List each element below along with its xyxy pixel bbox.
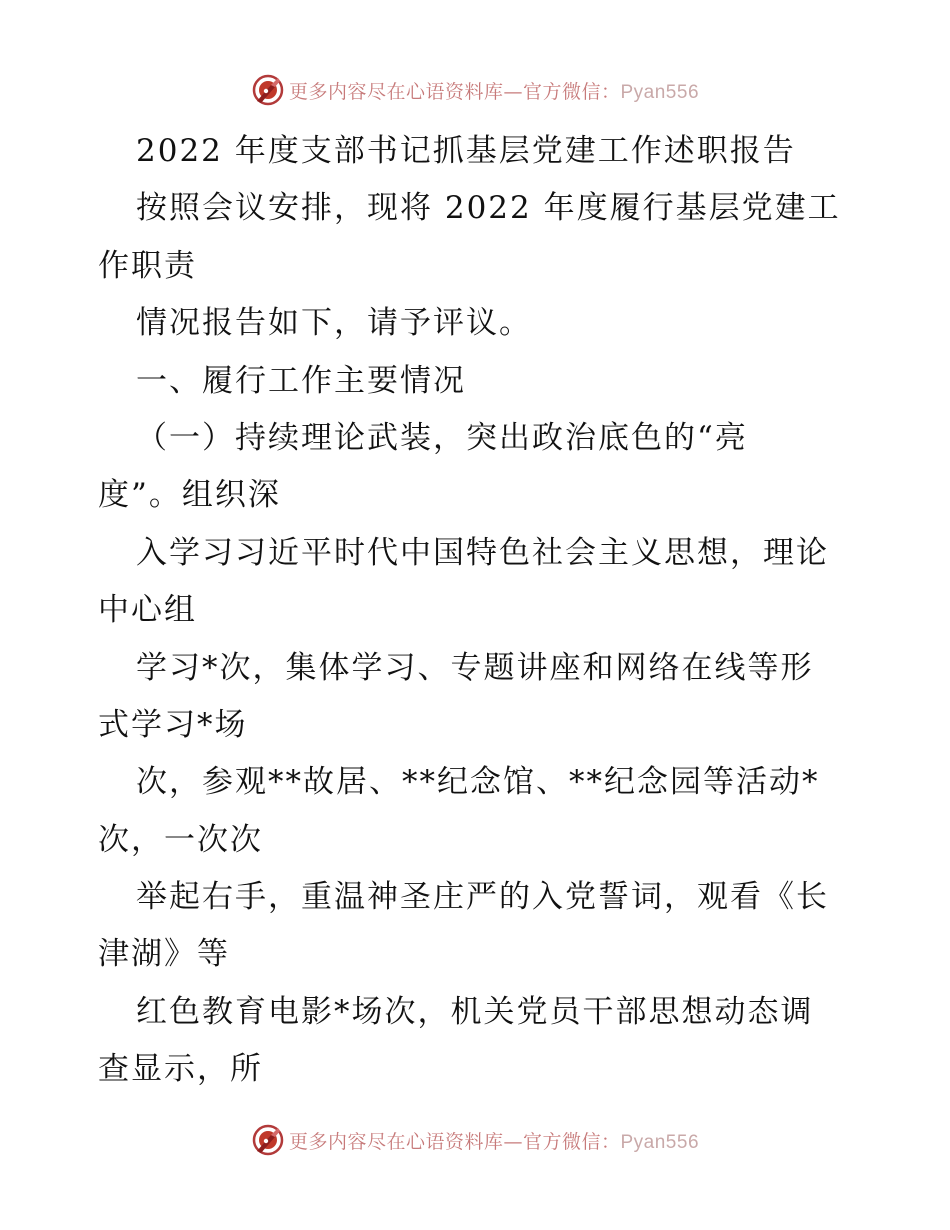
document-line: 中心组 [98, 592, 197, 629]
document-line: 学习*次，集体学习、专题讲座和网络在线等形 [136, 649, 814, 686]
document-line: 红色教育电影*场次，机关党员干部思想动态调 [136, 993, 814, 1030]
document-line: 2022 年度支部书记抓基层党建工作述职报告 [136, 133, 796, 169]
document-line: 度”。组织深 [98, 477, 281, 514]
pen-seal-logo-icon [251, 1123, 285, 1157]
document-line: 举起右手，重温神圣庄严的入党誓词，观看《长 [136, 879, 829, 916]
document-line: （一）持续理论武装，突出政治底色的“亮 [136, 419, 748, 456]
document-line: 作职责 [98, 247, 197, 284]
pen-seal-logo-icon [251, 73, 285, 107]
document-line: 按照会议安排，现将 2022 年度履行基层党建工 [136, 190, 841, 227]
watermark-handle: Pyan556 [620, 81, 700, 103]
watermark-handle: Pyan556 [620, 1131, 700, 1153]
document-line: 情况报告如下，请予评议。 [136, 305, 532, 342]
document-line: 入学习习近平时代中国特色社会主义思想，理论 [136, 534, 829, 571]
document-line: 津湖》等 [98, 936, 230, 973]
document-line: 查显示，所 [98, 1051, 263, 1088]
watermark-text: 更多内容尽在心语资料库—官方微信： [288, 80, 621, 103]
header-watermark [0, 68, 950, 112]
document-body [98, 123, 858, 1099]
document-line: 次，一次次 [98, 821, 263, 858]
document-line: 式学习*场 [98, 706, 248, 743]
document-line: 次，参观**故居、**纪念馆、**纪念园等活动* [136, 764, 820, 801]
watermark-text: 更多内容尽在心语资料库—官方微信： [288, 1130, 621, 1153]
footer-watermark [0, 1118, 950, 1162]
document-line: 一、履行工作主要情况 [136, 362, 466, 399]
